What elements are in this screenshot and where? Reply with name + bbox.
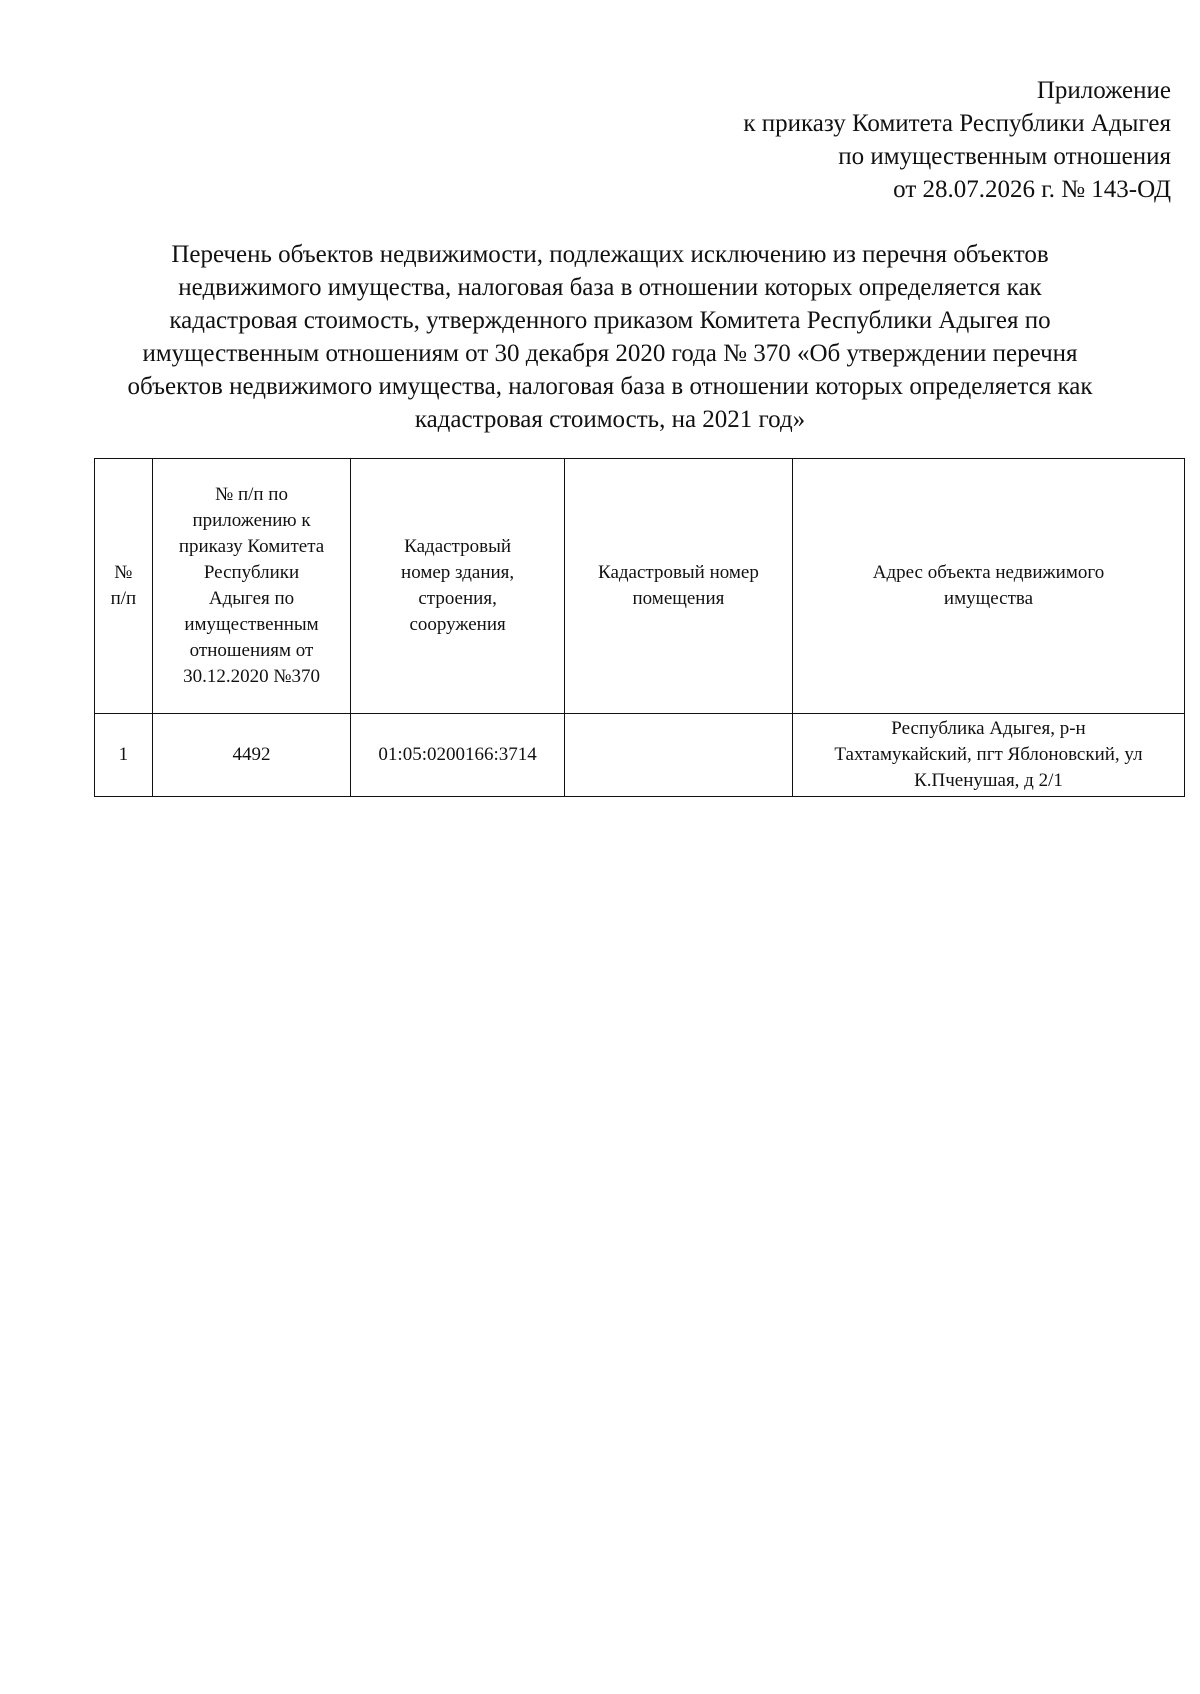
title-line: кадастровая стоимость, на 2021 год» (414, 406, 806, 433)
cell-appendix-number: 4492 (152, 714, 351, 797)
title-line: объектов недвижимого имущества, налоговая база в отношении которых определяется как (127, 373, 1093, 400)
title-line: недвижимого имущества, налоговая база в отношении которых определяется как (178, 274, 1042, 301)
document-title (60, 238, 1160, 436)
table-row (95, 714, 1185, 797)
order-reference: к приказу Комитета Республики Адыгея (743, 110, 1171, 137)
cell-building-cadastral: 01:05:0200166:3714 (351, 714, 565, 797)
header-room-cadastral: Кадастровый номер помещения (564, 459, 792, 714)
order-date-number: от 28.07.2026 г. № 143-ОД (893, 176, 1171, 203)
order-subject: по имущественным отношения (838, 143, 1171, 170)
table-header-row (95, 459, 1185, 714)
header-address: Адрес объекта недвижимого имущества (792, 459, 1184, 714)
title-line: имущественным отношениям от 30 декабря 2020 года № 370 «Об утверждении перечня (142, 340, 1078, 367)
title-line: кадастровая стоимость, утвержденного приказом Комитета Республики Адыгея по (169, 307, 1051, 334)
cell-room-cadastral (564, 714, 792, 797)
property-table (94, 458, 1185, 797)
appendix-header (743, 74, 1171, 206)
header-building-cadastral: Кадастровый номер здания, строения, сооружения (351, 459, 565, 714)
appendix-label: Приложение (1036, 77, 1171, 104)
title-line: Перечень объектов недвижимости, подлежащих исключению из перечня объектов (171, 241, 1049, 268)
cell-address: Республика Адыгея, р-н Тахтамукайский, пгт Яблоновский, ул К.Пченушая, д 2/1 (792, 714, 1184, 797)
header-appendix-number: № п/п по приложению к приказу Комитета Республики Адыгея по имущественным отношениям от 30.12.2020 №370 (152, 459, 351, 714)
header-row-number: № п/п (95, 459, 153, 714)
cell-row-number: 1 (95, 714, 153, 797)
